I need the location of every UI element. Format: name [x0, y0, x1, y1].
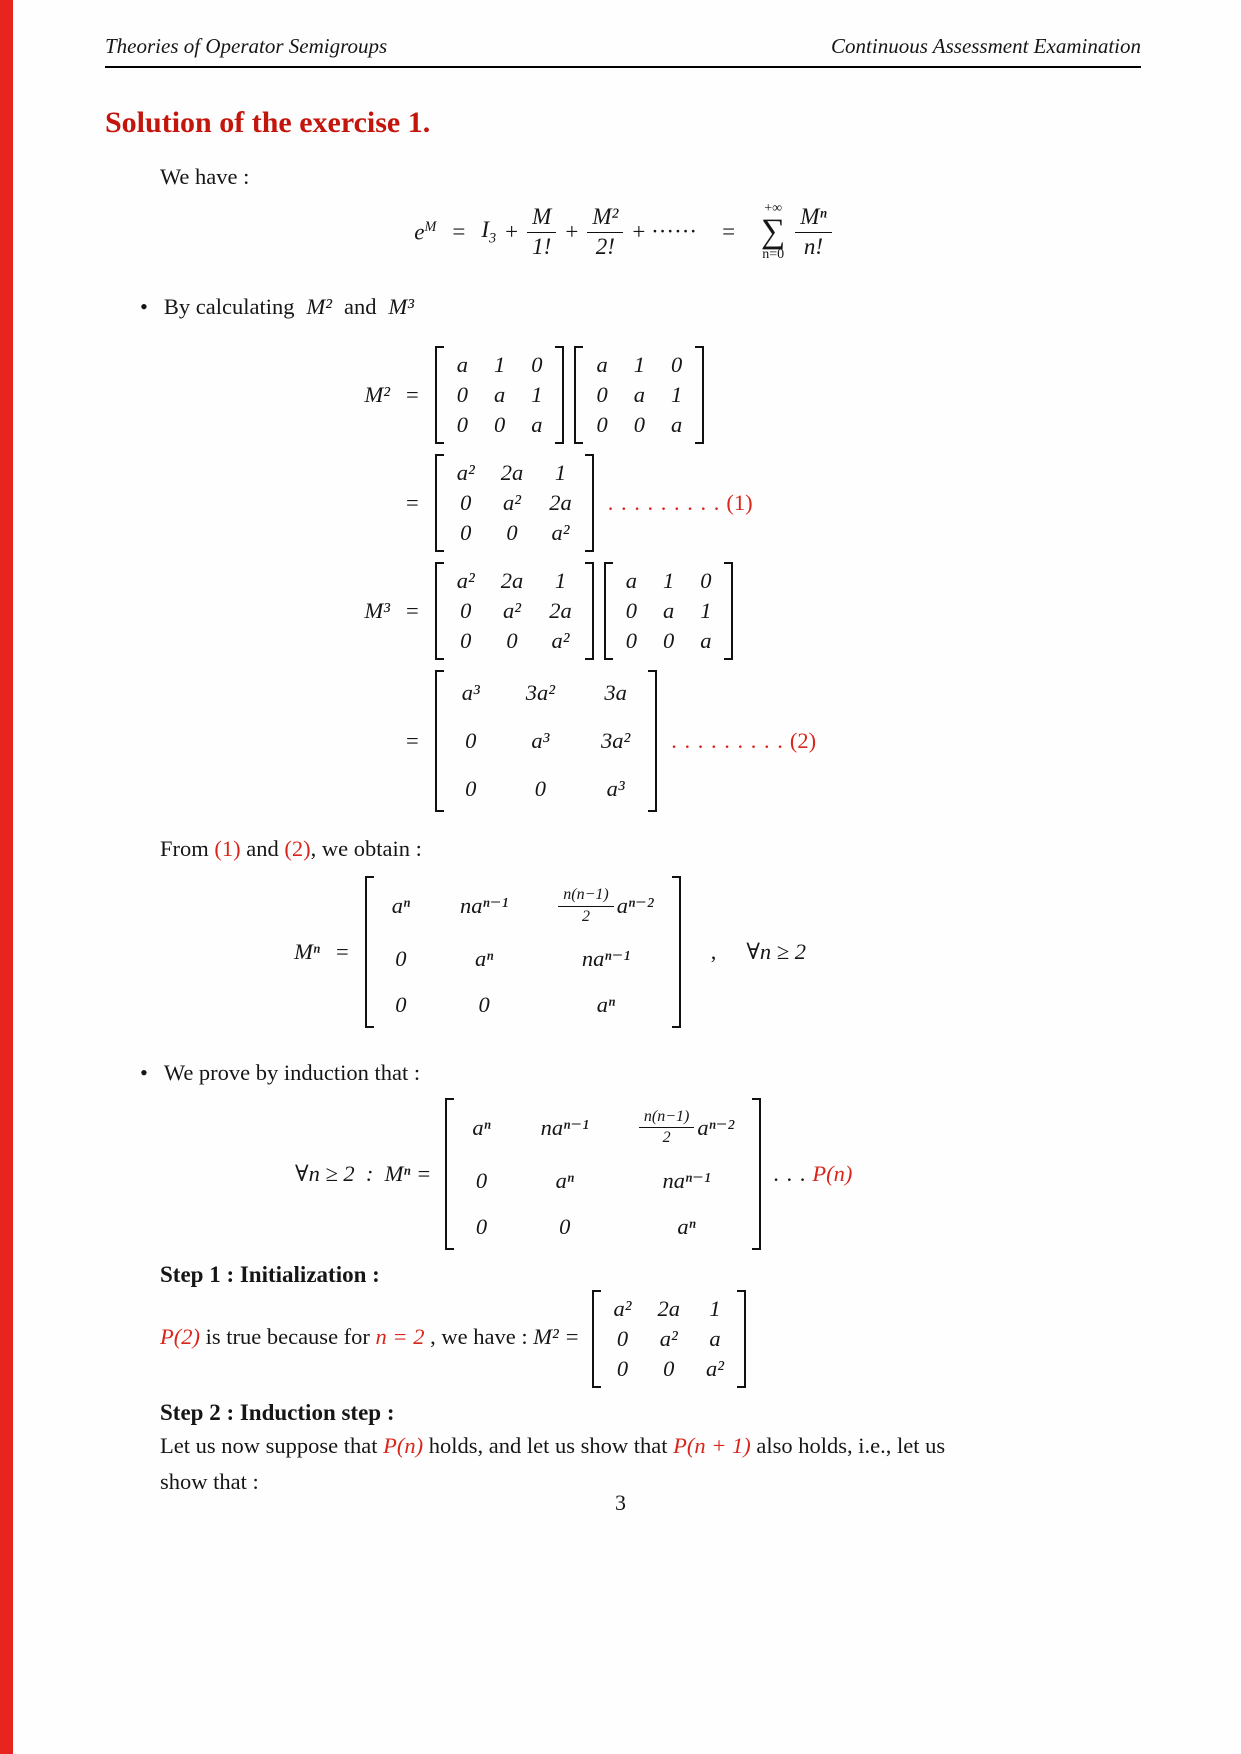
- matrix-cell: 3a²: [525, 680, 555, 706]
- matrix-bracket-right: [555, 346, 564, 444]
- page-content: [105, 0, 1141, 1499]
- condition-tail: [711, 939, 806, 965]
- matrix-bracket-right: [752, 1098, 761, 1250]
- exponential-series-equation: [105, 202, 1141, 262]
- matrix-cell: 0: [663, 1355, 675, 1381]
- identity-I3: [481, 217, 496, 248]
- matrix-bracket-right: [724, 562, 733, 660]
- matrix-cells: [444, 346, 556, 444]
- equation-label-M2: M²: [364, 382, 390, 408]
- matrix-cell: 0: [456, 412, 468, 438]
- equals-sign: =: [452, 219, 466, 245]
- matrix-cell: a: [625, 568, 637, 594]
- matrix-cell: 3a²: [600, 728, 631, 754]
- matrix-cell: a²: [456, 460, 475, 486]
- matrix-bracket-right: [585, 562, 594, 660]
- matrix-A: [435, 346, 565, 444]
- matrix-cell: 1: [700, 598, 712, 624]
- matrix-cell: 0: [596, 382, 608, 408]
- running-header: [105, 0, 1141, 59]
- step2-paragraph: [160, 1430, 1141, 1463]
- fraction-numerator: n(n−1): [558, 886, 613, 906]
- equation-Mn-general: [270, 876, 1141, 1028]
- fraction-denominator: 2: [581, 907, 590, 925]
- from-text: and: [240, 836, 285, 862]
- M2-equals: M² =: [533, 1324, 580, 1350]
- matrix-cell: aⁿ: [472, 1114, 491, 1140]
- matrix-cell: a²: [706, 1355, 724, 1381]
- math-M-cubed: M³: [388, 294, 414, 320]
- matrix-cell: 1: [662, 568, 675, 594]
- matrix-bracket-left: [435, 346, 444, 444]
- matrix-cell: 0: [700, 568, 712, 594]
- matrix-cell-with-fraction: [558, 886, 653, 926]
- matrix-cell: 2a: [657, 1295, 680, 1321]
- matrix-bracket-left: [604, 562, 613, 660]
- matrix-cell: a: [596, 352, 608, 378]
- fraction-numerator: n(n−1): [639, 1108, 694, 1128]
- matrix-M3-result: [435, 670, 658, 812]
- sum-upper-limit: +∞: [764, 201, 783, 216]
- bullet-text: By calculating: [163, 294, 295, 320]
- matrix-cell: 0: [616, 1325, 629, 1351]
- matrix-Mn: [365, 876, 681, 1028]
- matrix-cells: [583, 346, 695, 444]
- matrix-cell: 0: [625, 598, 637, 624]
- sum-lower-limit: n=0: [762, 247, 785, 263]
- matrix-cell: a: [633, 382, 645, 408]
- matrix-cell: 1: [531, 382, 543, 408]
- matrix-cell: a³: [531, 728, 550, 754]
- plus-ellipsis: + ······: [632, 219, 698, 245]
- from-text: From: [160, 836, 215, 862]
- equation-induction-claim: [295, 1098, 1141, 1250]
- fraction-numerator: M: [527, 204, 556, 232]
- equals-sign: =: [406, 490, 419, 516]
- matrix-A: [604, 562, 734, 660]
- step1-statement: [160, 1290, 1141, 1388]
- paragraph-text: holds, and let us show that: [423, 1432, 674, 1458]
- dotted-leader: . . . . . . . . .: [671, 728, 784, 754]
- matrix-cell: aⁿ: [677, 1213, 696, 1239]
- matrix-bracket-right: [737, 1290, 746, 1388]
- matrix-cell: a³: [461, 680, 480, 706]
- n-equals-2: n = 2: [375, 1324, 425, 1350]
- bullet-icon: •: [140, 1060, 148, 1086]
- matrix-cell: 1: [709, 1295, 721, 1321]
- matrix-Mn: [445, 1098, 761, 1250]
- matrix-cells: [444, 670, 649, 812]
- fraction-numerator: Mⁿ: [795, 204, 831, 232]
- proposition-Pn: P(n): [812, 1160, 853, 1186]
- matrix-cell: 0: [465, 776, 477, 802]
- fraction-denominator: 1!: [532, 233, 552, 259]
- matrix-cell: 0: [662, 628, 675, 654]
- fraction-M-over-1fact: [527, 204, 556, 260]
- matrix-cell: 0: [506, 628, 518, 654]
- intro-text: We have :: [160, 164, 250, 189]
- fraction-binomial: [639, 1108, 694, 1148]
- matrix-cells: [444, 454, 585, 552]
- equation-M2-result: [340, 454, 1141, 552]
- plus-sign: +: [505, 219, 519, 245]
- statement-text: , we have :: [424, 1324, 534, 1350]
- matrix-cell: naⁿ⁻¹: [581, 946, 631, 972]
- proposition-P2: P(2): [160, 1324, 200, 1350]
- from-line: [160, 836, 1141, 862]
- page-number: 3: [615, 1490, 626, 1515]
- matrix-cell: naⁿ⁻¹: [540, 1114, 589, 1140]
- matrix-bracket-right: [648, 670, 657, 812]
- e-base: e: [414, 219, 425, 245]
- bullet-text: We prove by induction that :: [163, 1060, 421, 1086]
- equals-sign: =: [722, 219, 736, 245]
- matrix-cell: 0: [460, 628, 472, 654]
- matrix-cell: a²: [551, 628, 570, 654]
- matrix-cell: naⁿ⁻¹: [460, 893, 509, 919]
- matrix-cell: 0: [465, 728, 477, 754]
- matrix-cell: a: [709, 1325, 721, 1351]
- plus-sign: +: [565, 219, 579, 245]
- sigma-icon: ∑: [761, 213, 786, 250]
- e-to-the-M: [414, 219, 436, 246]
- matrix-cells: [601, 1290, 738, 1388]
- matrix-cell: 1: [493, 352, 506, 378]
- proposition-Pn: P(n): [383, 1432, 424, 1458]
- forall-condition: ∀n ≥ 2: [746, 939, 806, 965]
- matrix-cell: 0: [456, 382, 468, 408]
- equation-label-M3: M³: [364, 598, 390, 624]
- reference-1: (1): [214, 836, 241, 862]
- fraction-binomial: [558, 886, 613, 926]
- bullet-by-calculating: [140, 294, 1141, 320]
- matrix-bracket-right: [695, 346, 704, 444]
- matrix-cell: a²: [551, 520, 570, 546]
- equation-M3-definition: [340, 562, 1141, 660]
- step2-paragraph-line2: show that :: [160, 1469, 259, 1495]
- matrix-cell: 2a: [549, 598, 572, 624]
- matrix-cell: naⁿ⁻¹: [662, 1167, 711, 1193]
- matrix-bracket-left: [445, 1098, 454, 1250]
- section-title: Solution of the exercise 1.: [105, 106, 431, 139]
- equation-number-1: (1): [726, 490, 753, 516]
- matrix-cell: 0: [596, 412, 608, 438]
- step1-heading: Step 1 : Initialization :: [160, 1261, 380, 1287]
- matrix-cell: a: [670, 412, 683, 438]
- header-left-title: Theories of Operator Semigroups: [105, 34, 388, 58]
- matrix-bracket-left: [435, 562, 444, 660]
- matrix-cell: a²: [502, 490, 521, 516]
- identity-subscript: 3: [489, 230, 497, 247]
- matrix-cell: 0: [460, 598, 472, 624]
- matrix-cell: 2a: [549, 490, 572, 516]
- matrix-bracket-left: [574, 346, 583, 444]
- matrix-cells: [613, 562, 725, 660]
- matrix-cell: 0: [531, 352, 543, 378]
- matrix-bracket-left: [435, 670, 444, 812]
- fraction-denominator: 2!: [595, 233, 615, 259]
- paragraph-text: also holds, i.e., let us: [750, 1432, 946, 1458]
- equation-M2-definition: [340, 346, 1141, 444]
- matrix-bracket-right: [585, 454, 594, 552]
- equals-sign: =: [406, 598, 419, 624]
- matrix-cell: a: [456, 352, 468, 378]
- matrix-cell: 0: [633, 412, 645, 438]
- matrix-cell: 0: [559, 1213, 571, 1239]
- matrix-cell: a²: [502, 598, 521, 624]
- fraction-numerator: M²: [587, 204, 623, 232]
- matrix-cell: 2a: [500, 568, 524, 594]
- equals-sign: =: [336, 939, 349, 965]
- matrix-bracket-left: [435, 454, 444, 552]
- matrix-cell: 0: [478, 992, 490, 1018]
- matrix-cell: a: [493, 382, 506, 408]
- bullet-icon: •: [140, 294, 148, 320]
- equation-M3-result: [340, 670, 1141, 812]
- matrix-M2-result: [435, 454, 594, 552]
- bullet-text: and: [343, 294, 377, 320]
- matrix-cell: a²: [613, 1295, 632, 1321]
- matrix-cell: 0: [475, 1167, 488, 1193]
- matrix-cell: 2a: [500, 460, 524, 486]
- matrix-M2-initialization: [592, 1290, 747, 1388]
- proposition-Pn-plus-1: P(n + 1): [673, 1432, 751, 1458]
- matrix-cell: a: [662, 598, 675, 624]
- equation-number-2: (2): [789, 728, 817, 754]
- matrix-cell: 0: [460, 490, 472, 516]
- induction-prefix: ∀n ≥ 2 : Mⁿ =: [295, 1160, 432, 1186]
- reference-2: (2): [284, 836, 311, 862]
- step2-heading: Step 2 : Induction step :: [160, 1399, 395, 1425]
- matrix-cells: [444, 562, 585, 660]
- math-M-squared: M²: [306, 294, 332, 320]
- e-exponent: M: [424, 218, 437, 235]
- matrix-cell: aⁿ: [391, 893, 411, 919]
- matrix-bracket-left: [592, 1290, 601, 1388]
- summation-symbol: [761, 202, 785, 262]
- matrix-cell: 0: [534, 776, 546, 802]
- matrix-cell: 3a: [604, 680, 627, 706]
- matrix-bracket-left: [365, 876, 374, 1028]
- matrix-bracket-right: [672, 876, 681, 1028]
- bullet-induction: [140, 1060, 1141, 1086]
- matrix-A: [574, 346, 704, 444]
- matrix-cell: 0: [475, 1213, 488, 1239]
- equals-sign: =: [406, 728, 419, 754]
- matrix-cell: 0: [395, 992, 407, 1018]
- matrix-cell: aⁿ: [474, 946, 494, 972]
- matrix-cell: 1: [633, 352, 645, 378]
- paragraph-text: Let us now suppose that: [160, 1432, 384, 1458]
- matrix-cell: 0: [395, 946, 407, 972]
- ellipsis: . . .: [773, 1160, 807, 1186]
- dotted-leader: . . . . . . . . .: [607, 490, 721, 516]
- matrix-cell: 0: [506, 520, 518, 546]
- matrix-cell: a²: [659, 1325, 678, 1351]
- equation-label-Mn: Mⁿ: [294, 939, 320, 965]
- fraction-multiplier: aⁿ⁻²: [697, 1114, 735, 1140]
- header-right-title: Continuous Assessment Examination: [831, 34, 1141, 58]
- comma: ,: [710, 939, 717, 965]
- header-rule: [105, 66, 1141, 68]
- matrix-cell: 1: [554, 568, 567, 594]
- matrix-cells: [374, 876, 672, 1028]
- matrix-cell: 1: [554, 460, 567, 486]
- matrix-cell: a: [700, 628, 712, 654]
- matrix-cell: 1: [670, 382, 683, 408]
- matrix-cells: [454, 1098, 752, 1250]
- statement-text: is true because for: [199, 1324, 376, 1350]
- from-text: , we obtain :: [310, 836, 422, 862]
- matrix-cell: 0: [616, 1355, 629, 1381]
- fraction-multiplier: aⁿ⁻²: [616, 893, 654, 919]
- fraction-Mn-over-nfact: [795, 204, 831, 260]
- matrix-cell: aⁿ: [596, 992, 616, 1018]
- matrix-cell: 0: [625, 628, 637, 654]
- matrix-cell: a³: [606, 776, 625, 802]
- identity-base: I: [481, 216, 490, 242]
- matrix-M2-result: [435, 562, 594, 660]
- matrix-cell: a: [531, 412, 543, 438]
- matrix-cell: 0: [493, 412, 506, 438]
- matrix-cell: 0: [460, 520, 472, 546]
- matrix-cell: a²: [456, 568, 475, 594]
- fraction-denominator: 2: [662, 1129, 671, 1147]
- fraction-denominator: n!: [803, 233, 824, 259]
- fraction-M2-over-2fact: [587, 204, 623, 260]
- equals-sign: =: [406, 382, 419, 408]
- matrix-cell-with-fraction: [639, 1108, 734, 1148]
- matrix-cell: 0: [670, 352, 683, 378]
- matrix-cell: aⁿ: [555, 1167, 574, 1193]
